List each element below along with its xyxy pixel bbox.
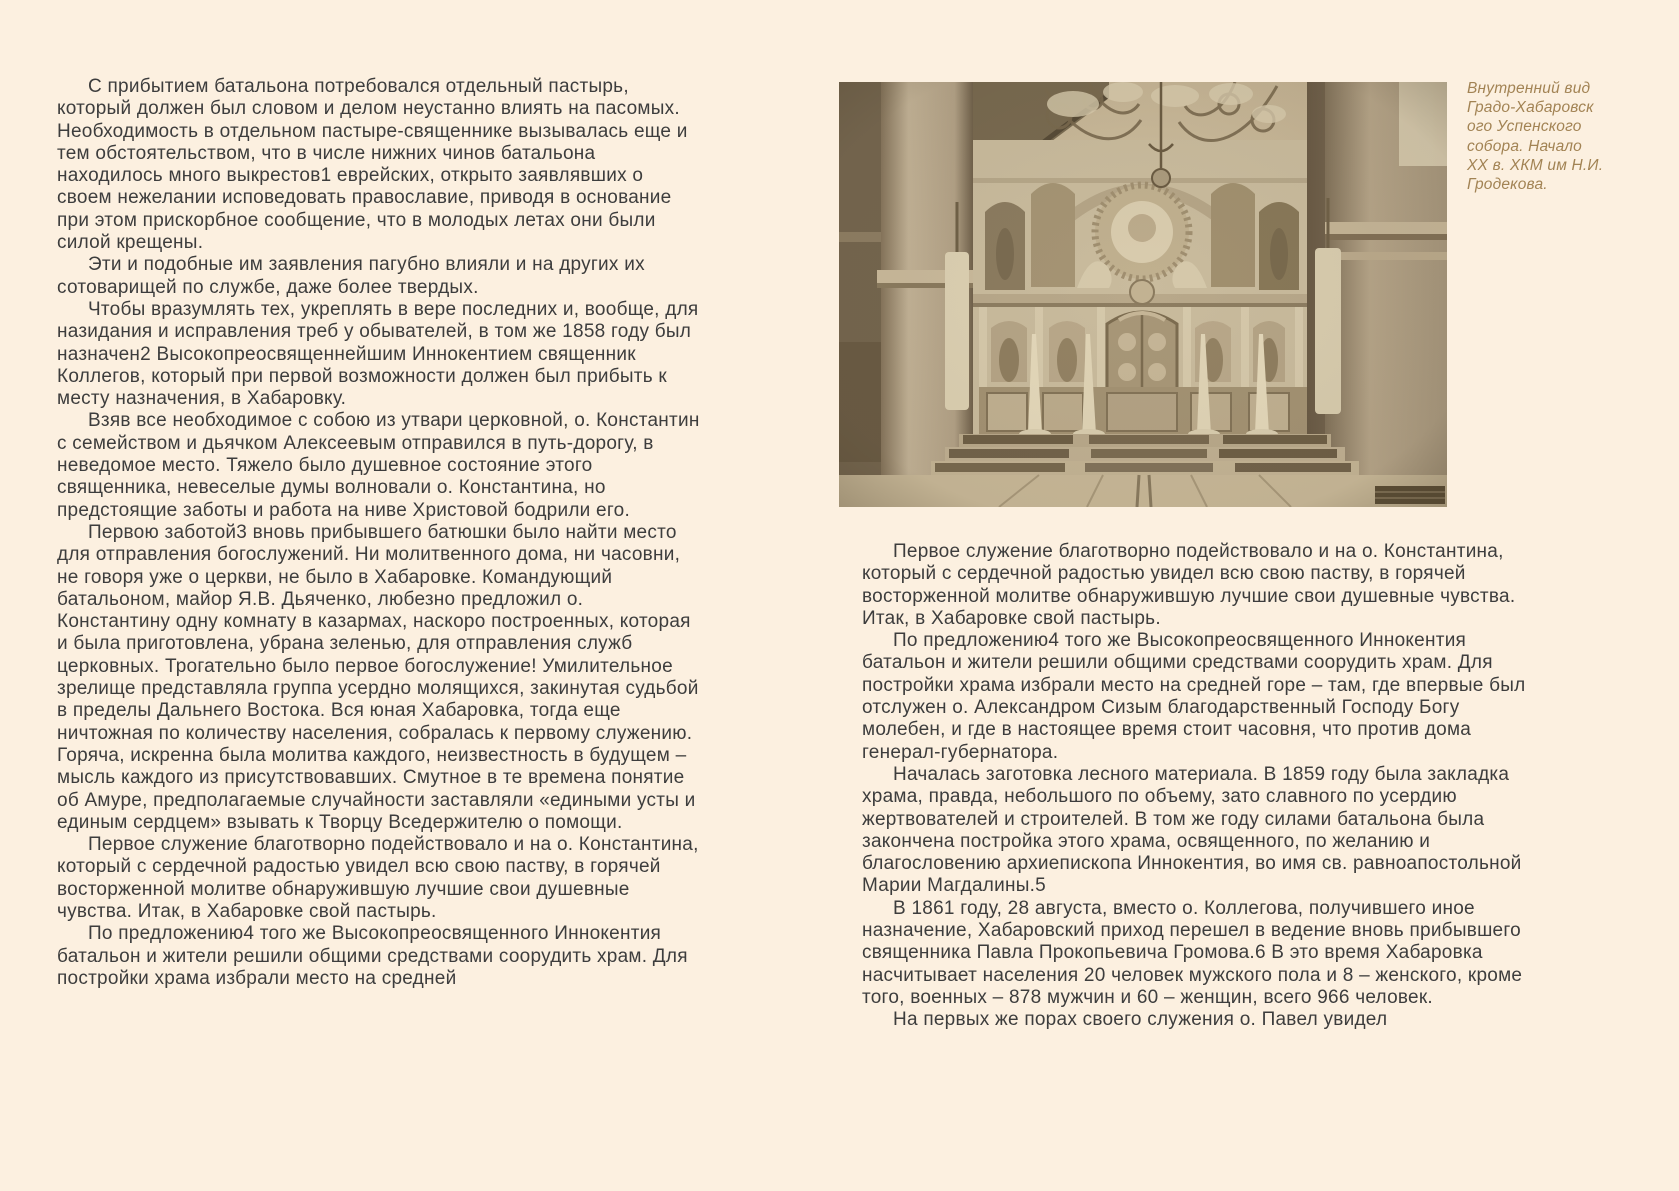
caption-line: XX в. ХКМ им Н.И. xyxy=(1467,156,1604,174)
paragraph: В 1861 году, 28 августа, вместо о. Коллегова, получившего иное назначение, Хабаровский приход перешел в ведение вновь прибывшего священника Павла Прокопьевича Громова.6 В это время Хабаровка насчитывает населения 20 человек мужского пола и 8 – женского, кроме того, военных – 878 мужчин и 60 – женщин, всего 966 человек. xyxy=(862,897,1523,1008)
caption-line: Внутренний вид xyxy=(1467,80,1591,97)
photo-caption xyxy=(1467,79,1667,194)
paragraph: На первых же порах своего служения о. Павел увидел xyxy=(893,1009,1388,1031)
paragraph: С прибытием батальона потребовался отдельный пастырь, который должен был словом и делом неустанно влиять на пасомых. Необходимость в отдельном пастыре-священнике вызывалась еще и тем обстоятельством, что в числе нижних чинов батальона находилось много выкрестов1 еврейских, открыто заявлявших о своем нежелании исповедовать православие, приводя в основание при этом прискорбное сообщение, что в молодых летах они были силой крещены. xyxy=(57,76,688,254)
paragraph: Эти и подобные им заявления пагубно влияли и на других их сотоварищей по службе, даже более твердых. xyxy=(57,254,645,298)
paragraph: Началась заготовка лесного материала. В 1859 году была закладка храма, правда, небольшого по объему, зато славного по усердию жертвователей и строителей. В том же году силами батальона была закончена постройка этого храма, освященного, по желанию и благословению архиепископа Иннокентия, во имя св. равноапостольной Марии Магдалины.5 xyxy=(862,763,1522,897)
photo-figure xyxy=(839,82,1447,507)
paragraph: По предложению4 того же Высокопреосвященного Иннокентия батальон и жители решили общими средствами соорудить храм. Для постройки храма избрали место на средней горе – там, где впервые был отслужен о. Александром Сизым благодарственный Господу Богу молебен, и где в настоящее время стоит часовня, что против дома генерал-губернатора. xyxy=(862,630,1526,763)
paragraph: Первое служение благотворно подействовало и на о. Константина, который с сердечной радостью увидел всю свою паству, в горячей восторженной молитве обнаружившую лучшие свои душевные чувства. Итак, в Хабаровке свой пастырь. xyxy=(57,834,699,922)
right-text-column xyxy=(862,541,1534,1032)
caption-line: ого Успенского xyxy=(1467,118,1582,136)
caption-line: Градо-Хабаровск xyxy=(1467,99,1594,117)
paragraph: Взяв все необходимое с собою из утвари церковной, о. Константин с семейством и дьячком Алексеевым отправился в путь-дорогу, в неведомое место. Тяжело было душевное состояние этого священника, невеселые думы волновали о. Константина, но предстоящие заботы и работа на ниве Христовой бодрили его. xyxy=(57,410,700,521)
paragraph: По предложению4 того же Высокопреосвященного Иннокентия батальон и жители решили общими средствами соорудить храм. Для постройки храма избрали место на средней xyxy=(57,923,688,989)
caption-line: собора. Начало xyxy=(1467,137,1582,155)
paragraph: Чтобы вразумлять тех, укреплять в вере последних и, вообще, для назидания и исправления треб у обывателей, в том же 1858 году был назначен2 Высокопреосвященнейшим Иннокентием священник Коллегов, который при первой возможности должен был прибыть к месту назначения, в Хабаровку. xyxy=(57,298,699,410)
paragraph: Первое служение благотворно подействовало и на о. Константина, который с сердечной радостью увидел всю свою паству, в горячей восторженной молитве обнаружившую лучшие свои душевные чувства. Итак, в Хабаровке свой пастырь. xyxy=(862,541,1516,629)
caption-line: Гродекова. xyxy=(1467,176,1548,194)
church-interior-photo xyxy=(839,82,1447,507)
left-text-column xyxy=(57,76,700,990)
paragraph: Первою заботой3 вновь прибывшего батюшки было найти место для отправления богослужений. Ни молитвенного дома, ни часовни, не говоря уже о церкви, не было в Хабаровке. Командующий батальоном, майор Я.В. Дьяченко, любезно предложил о. Константину одну комнату в казармах, наскоро построенных, которая и была приготовлена, убрана зеленью, для отправления служб церковных. Трогательно было первое богослужение! Умилительное зрелище представляла группа усердно молящихся, закинутая судьбой в пределы Дальнего Востока. Вся юная Хабаровка, тогда еще ничтожная по количеству населения, собралась к первому служению. Горяча, искренна была молитва каждого, неизвестность в будущем – мысль каждого из присутствовавших. Смутное в те времена понятие об Амуре, предполагаемые случайности заставляли «едиными усты и единым сердцем» взывать к Творцу Вседержителю о помощи. xyxy=(57,521,699,833)
